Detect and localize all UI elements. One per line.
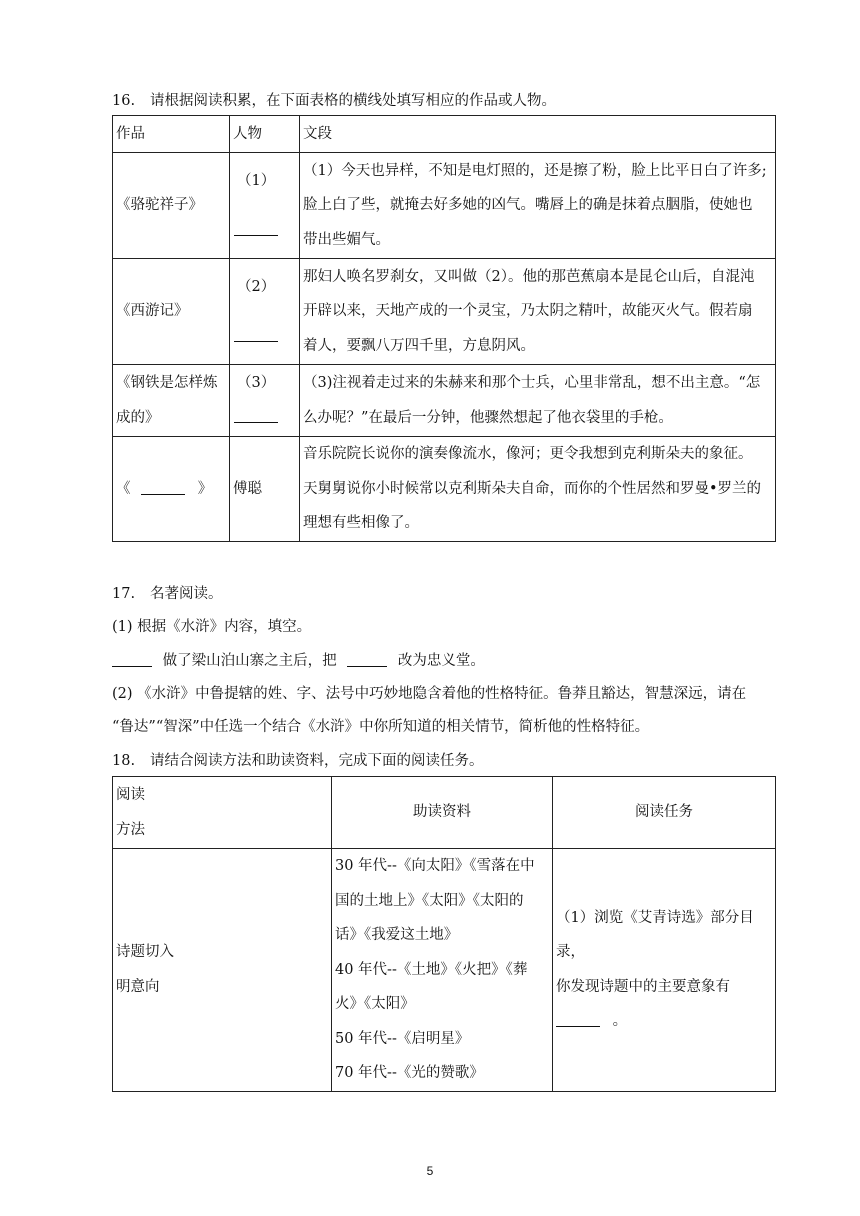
answer-blank[interactable] <box>347 652 387 668</box>
q16-prompt: 请根据阅读积累，在下面表格的横线处填写相应的作品或人物。 <box>150 93 556 109</box>
answer-blank[interactable] <box>556 1012 600 1028</box>
q16-row-1 <box>113 153 776 259</box>
person-cell <box>230 259 300 365</box>
header-method-line: 阅读 <box>116 787 145 803</box>
q16-header-row <box>113 116 776 153</box>
task-line: （1）浏览《艾青诗选》部分目录， <box>556 909 754 961</box>
work-line: 成的》 <box>116 409 160 426</box>
material-line: 50 年代--《启明星》 <box>335 1030 470 1047</box>
header-material: 助读资料 <box>332 777 553 849</box>
work-line: 《钢铁是怎样炼 <box>116 375 218 391</box>
q16-row-4 <box>113 437 776 542</box>
passage-cell <box>300 365 776 437</box>
person-cell <box>230 153 300 259</box>
answer-blank[interactable] <box>112 652 152 668</box>
header-task: 阅读任务 <box>553 777 776 849</box>
q18-row-1 <box>113 849 776 1092</box>
work-cell <box>113 437 230 542</box>
method-line: 明意向 <box>116 978 160 995</box>
header-method <box>113 777 332 849</box>
q17-sub2-line1: (2) 《水浒》中鲁提辖的姓、字、法号中巧妙地隐含着他的性格特征。鲁莽且豁达，智慧深远，请在 <box>112 686 747 702</box>
answer-blank[interactable] <box>234 221 278 237</box>
header-passage: 文段 <box>300 116 776 153</box>
material-line: 国的土地上》《太阳》《太阳的 <box>335 892 524 909</box>
work-cell: 《骆驼祥子》 <box>113 153 230 259</box>
person-cell: 傅聪 <box>230 437 300 542</box>
material-line: 30 年代--《向太阳》《雪落在中 <box>335 858 535 874</box>
task-answer-line <box>556 1004 772 1039</box>
q16-row-2 <box>113 259 776 365</box>
task-period: 。 <box>612 1013 628 1030</box>
material-line: 40 年代--《土地》《火把》《葬 <box>335 961 528 978</box>
passage-line: （3)注视着走过来的朱赫来和那个士兵，心里非常乱，想不出主意。“怎 <box>303 375 761 391</box>
fill-text-b: 改为忠义堂。 <box>397 653 485 669</box>
person-label: （1） <box>237 173 276 190</box>
passage-line: 音乐院院长说你的演奏像流水，像河；更令我想到克利斯朵夫的象征。 <box>303 446 753 463</box>
header-method-line: 方法 <box>116 821 145 838</box>
book-mark-right: 》 <box>197 480 213 497</box>
method-line: 诗题切入 <box>116 944 174 961</box>
material-line: 火》《太阳》 <box>335 996 415 1012</box>
passage-cell <box>300 437 776 542</box>
q18-table <box>112 776 776 1092</box>
person-cell <box>230 365 300 437</box>
passage-line: （1）今天也异样，不知是电灯照的，还是擦了粉，脸上比平日白了许多; <box>303 162 767 179</box>
header-work: 作品 <box>113 116 230 153</box>
passage-line: 着人，要飘八万四千里，方息阴风。 <box>303 337 535 354</box>
person-label: （2） <box>237 279 276 296</box>
header-person: 人物 <box>230 116 300 153</box>
fill-text-a: 做了梁山泊山寨之主后，把 <box>162 653 337 669</box>
q18-title <box>112 749 484 770</box>
work-cell <box>113 365 230 437</box>
passage-line: 么办呢？”在最后一分钟，他骤然想起了他衣袋里的手枪。 <box>303 409 673 426</box>
person-label: （3） <box>237 375 276 392</box>
q16-table <box>112 115 776 542</box>
q16-row-3 <box>113 365 776 437</box>
q18-prompt: 请结合阅读方法和助读资料，完成下面的阅读任务。 <box>150 753 484 769</box>
q17-prompt: 名著阅读。 <box>150 586 223 602</box>
q16-title <box>112 89 556 110</box>
book-mark-left: 《 <box>116 480 131 497</box>
work-answer-blank[interactable] <box>141 479 185 495</box>
answer-blank[interactable] <box>234 408 278 424</box>
passage-line: 开辟以来，天地产成的一个灵宝，乃太阴之精叶，故能灭火气。假若扇 <box>303 303 753 320</box>
q17-sub1: (1) 根据《水浒》内容，填空。 <box>112 619 312 635</box>
passage-cell <box>300 259 776 365</box>
material-cell <box>332 849 553 1092</box>
page-number: 5 <box>426 1164 434 1178</box>
q18-header-row <box>113 777 776 849</box>
material-line: 70 年代--《光的赞歌》 <box>335 1065 484 1081</box>
q18-number: 18. <box>112 753 136 769</box>
passage-line: 天舅舅说你小时候常以克利斯朵夫自命，而你的个性居然和罗曼•罗兰的 <box>303 480 762 497</box>
passage-line: 那妇人唤名罗刹女，又叫做（2）。他的那芭蕉扇本是昆仑山后，自混沌 <box>303 268 755 285</box>
method-cell <box>113 849 332 1092</box>
task-cell <box>553 849 776 1092</box>
q17-title <box>112 582 223 603</box>
q17-number: 17. <box>112 586 136 602</box>
passage-cell <box>300 153 776 259</box>
q17-sub2-line2: “鲁达”“智深”中任选一个结合《水浒》中你所知道的相关情节，简析他的性格特征。 <box>112 719 650 735</box>
material-line: 话》《我爱这土地》 <box>335 927 459 943</box>
q16-number: 16. <box>112 93 136 109</box>
q17-fill-line <box>112 649 485 670</box>
passage-line: 脸上白了些，就掩去好多她的凶气。嘴唇上的确是抹着点胭脂，使她也 <box>303 197 753 214</box>
passage-line: 理想有些相像了。 <box>303 515 419 532</box>
passage-line: 带出些媚气。 <box>303 231 390 248</box>
work-cell: 《西游记》 <box>113 259 230 365</box>
answer-blank[interactable] <box>234 327 278 343</box>
task-line: 你发现诗题中的主要意象有 <box>556 978 730 995</box>
